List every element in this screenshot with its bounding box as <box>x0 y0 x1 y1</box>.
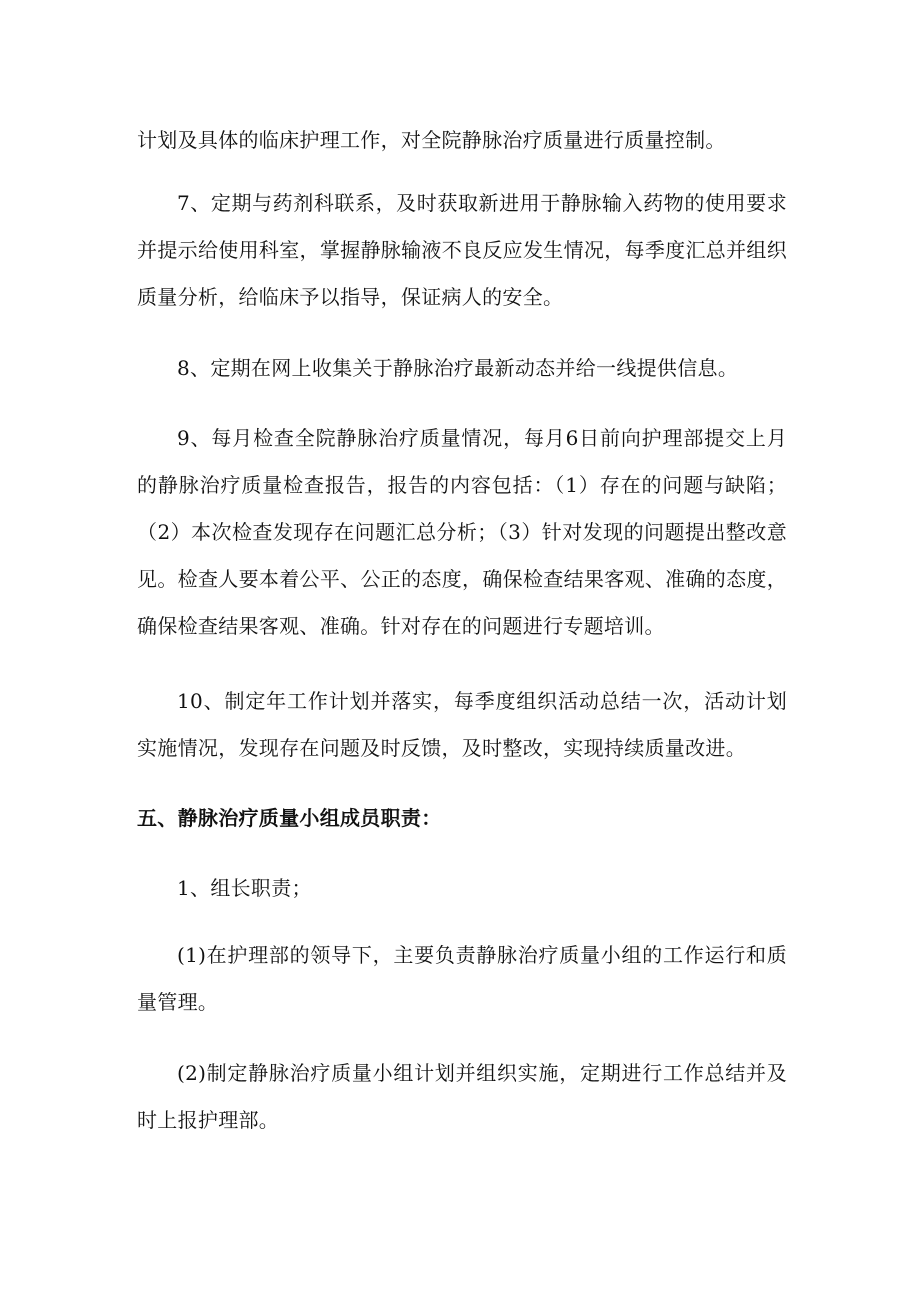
paragraph-item-10: 10、制定年工作计划并落实，每季度组织活动总结一次，活动计划实施情况，发现存在问题及时反馈，及时整改，实现持续质量改进。 <box>137 689 787 760</box>
paragraph-item-9: 9、每月检查全院静脉治疗质量情况，每月6日前向护理部提交上月的静脉治疗质量检查报告，报告的内容包括：（1）存在的问题与缺陷；（2）本次检查发现存在问题汇总分析；（3）针对发现的问题提出整改意见。检查人要本着公平、公正的态度，确保检查结果客观、准确的态度，确保检查结果客观、准确。针对存在的问题进行专题培训。 <box>137 426 787 638</box>
subheading-leader-duties: 1、组长职责； <box>177 876 312 900</box>
paragraph-item-8: 8、定期在网上收集关于静脉治疗最新动态并给一线提供信息。 <box>177 356 739 380</box>
section-heading: 五、静脉治疗质量小组成员职责： <box>137 806 442 830</box>
paragraph-continuation: 计划及具体的临床护理工作，对全院静脉治疗质量进行质量控制。 <box>137 128 726 152</box>
duty-item-2: (2)制定静脉治疗质量小组计划并组织实施，定期进行工作总结并及时上报护理部。 <box>137 1061 787 1132</box>
duty-item-1: (1)在护理部的领导下，主要负责静脉治疗质量小组的工作运行和质量管理。 <box>137 943 787 1014</box>
paragraph-item-7: 7、定期与药剂科联系，及时获取新进用于静脉输入药物的使用要求并提示给使用科室，掌握静脉输液不良反应发生情况，每季度汇总并组织质量分析，给临床予以指导，保证病人的安全。 <box>137 191 787 309</box>
